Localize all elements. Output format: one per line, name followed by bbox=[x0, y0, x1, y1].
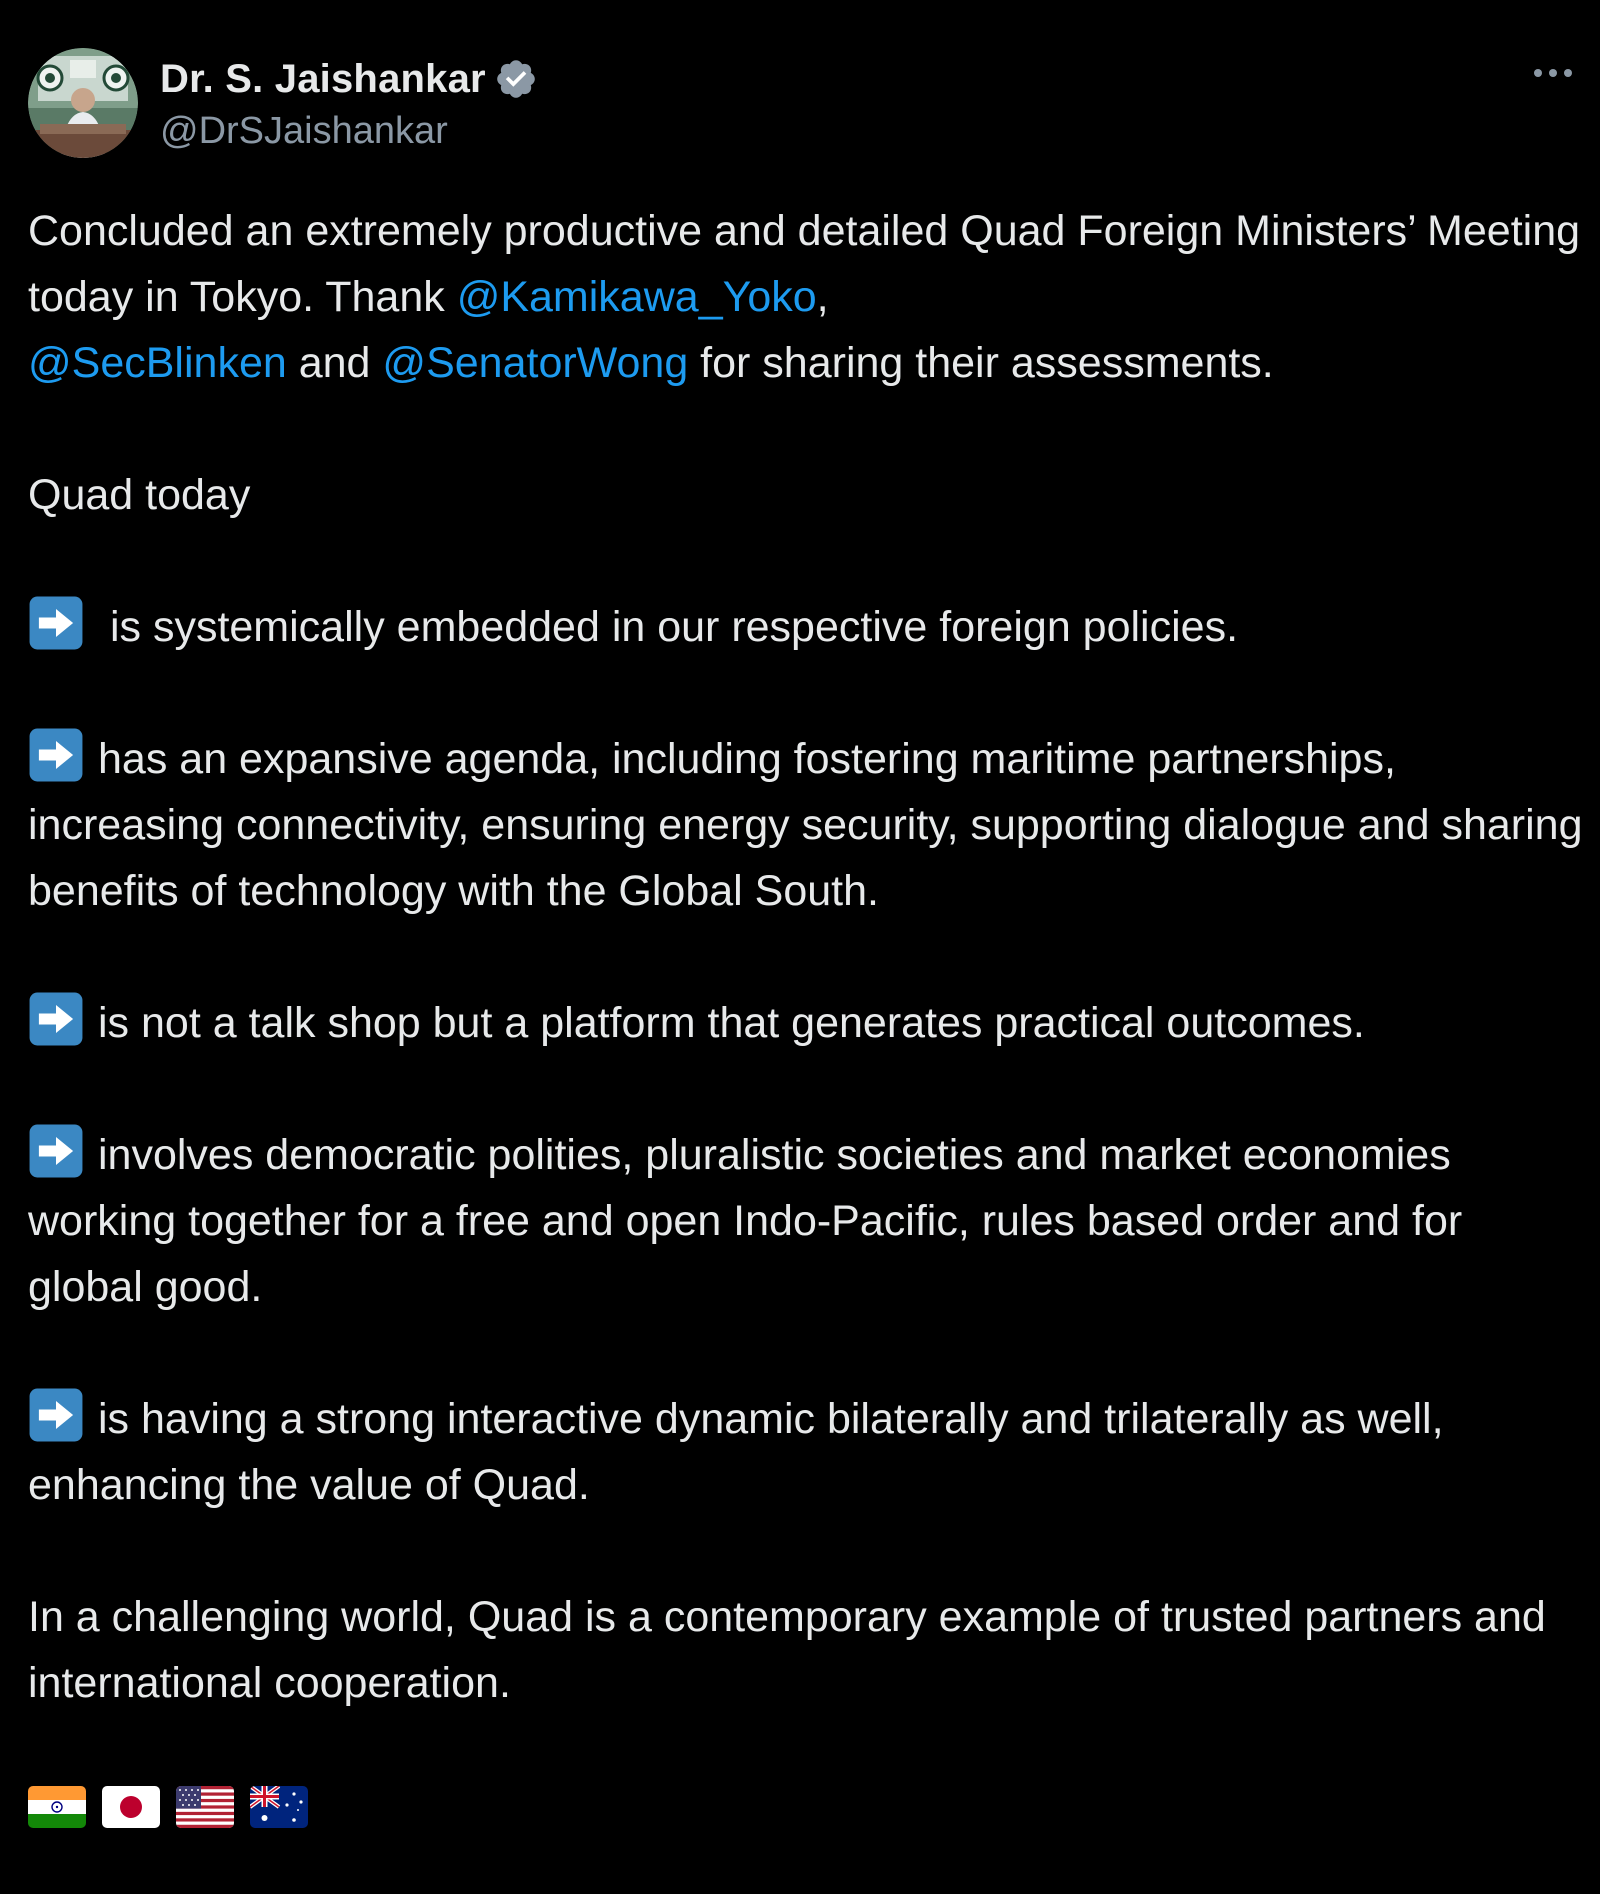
closing-paragraph: In a challenging world, Quad is a contemporary example of trusted partners and international cooperation. bbox=[28, 1593, 1546, 1707]
bullet-3-text: is not a talk shop but a platform that generates practical outcomes. bbox=[98, 999, 1365, 1047]
tweet-text bbox=[28, 198, 1588, 1716]
intro-paragraph bbox=[28, 198, 1588, 396]
usa-flag-icon bbox=[176, 1786, 234, 1828]
bullet-1 bbox=[28, 594, 1588, 660]
intro-text-d: for sharing their assessments. bbox=[688, 339, 1274, 387]
author-names bbox=[160, 50, 538, 153]
right-arrow-emoji-icon bbox=[28, 727, 84, 783]
india-flag-icon bbox=[28, 1786, 86, 1828]
intro-text-c: and bbox=[286, 339, 383, 387]
more-options-icon bbox=[1533, 68, 1573, 78]
intro-text-b: , bbox=[816, 273, 829, 321]
right-arrow-emoji-icon bbox=[28, 1387, 84, 1443]
right-arrow-emoji-icon bbox=[28, 1123, 84, 1179]
avatar[interactable] bbox=[28, 48, 138, 158]
right-arrow-emoji-icon bbox=[28, 991, 84, 1047]
quad-today-line: Quad today bbox=[28, 471, 251, 519]
display-name-row bbox=[160, 50, 538, 108]
bullet-2 bbox=[28, 726, 1588, 924]
japan-flag-icon bbox=[102, 1786, 160, 1828]
mention-kamikawa-yoko[interactable]: @Kamikawa_Yoko bbox=[456, 273, 817, 321]
mention-senatorwong[interactable]: @SenatorWong bbox=[382, 339, 689, 387]
verified-badge-icon[interactable] bbox=[494, 57, 538, 101]
right-arrow-emoji-icon bbox=[28, 595, 84, 651]
bullet-4-text: involves democratic polities, pluralistic societies and market economies working together for a free and open Indo-Pacific, rules based order and for global good. bbox=[28, 1131, 1463, 1311]
bullet-1-text: is systemically embedded in our respective foreign policies. bbox=[98, 603, 1239, 651]
bullet-5 bbox=[28, 1386, 1588, 1518]
tweet-header bbox=[28, 48, 1578, 160]
more-options-button[interactable] bbox=[1528, 58, 1578, 88]
bullet-4 bbox=[28, 1122, 1588, 1320]
bullet-5-text: is having a strong interactive dynamic bilaterally and trilaterally as well, enhancing the value of Quad. bbox=[28, 1395, 1444, 1509]
display-name[interactable]: Dr. S. Jaishankar bbox=[160, 56, 486, 101]
bullet-2-text: has an expansive agenda, including fostering maritime partnerships, increasing connectivity, ensuring energy security, supporting dialogue and sharing benefits of technology with the Global South. bbox=[28, 735, 1583, 915]
flags-row bbox=[28, 1786, 308, 1828]
mention-secblinken[interactable]: @SecBlinken bbox=[28, 339, 287, 387]
intro-text-a: Concluded an extremely productive and detailed Quad Foreign Ministers’ Meeting today in Tokyo. Thank bbox=[28, 207, 1581, 321]
bullet-3 bbox=[28, 990, 1588, 1056]
australia-flag-icon bbox=[250, 1786, 308, 1828]
avatar-photo bbox=[28, 48, 138, 158]
author-handle[interactable]: @DrSJaishankar bbox=[160, 110, 448, 152]
